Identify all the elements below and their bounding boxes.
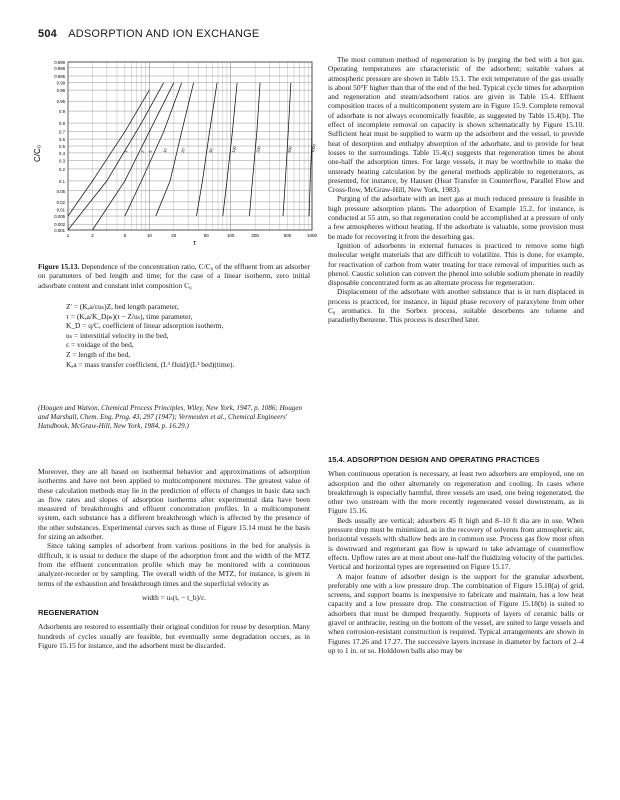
y-tick-labels — [54, 60, 65, 233]
y-tick-label: 0.95 — [56, 99, 65, 105]
x-tick-label: 10 — [146, 233, 152, 238]
curve-label: 1000 — [310, 143, 317, 154]
y-tick-label: 0.4 — [59, 150, 65, 156]
y-tick-label: 0.999 — [54, 60, 65, 65]
chart-curves — [68, 83, 312, 230]
paragraph: Moreover, they are all based on isothermal behavior and approximations of adsorption isotherms and have not been applied to multicomponent mixtures. The greatest value of these calculation methods may lie in the prediction of effects of changes in basic data such as flow rates and slopes of adsorption isotherms after experimental data have been measured of breakthroughs and effluent concentration profiles. In a multicomponent system, each substance has a different breakthrough which is affected by the presence of the other substances. Experimental curves such as those of Figure 15.14 must be the basis for sizing an adsorber. — [38, 467, 310, 542]
y-tick-label: 0.7 — [59, 129, 65, 135]
y-tick-label: 0.9 — [59, 109, 65, 115]
y-tick-label: 0.01 — [56, 207, 65, 213]
x-tick-label: 20 — [171, 233, 177, 238]
curve-label: 20 — [180, 148, 186, 154]
paragraph: Since taking samples of adsorbent from various positions in the bed for analysis is difficult, it is usual to deduce the shape of the adsorption front and the width of the MTZ from the effluent concentration profile which may be monitored with a continuous analyzer-recorder or by sampling. The overall width of the MTZ, for instance, is given in terms of the exhaustion and breakthrough times and the superficial velocity as — [38, 541, 310, 588]
y-tick-label: 0.1 — [59, 178, 65, 184]
breakthrough-curve — [309, 111, 312, 216]
x-tick-label: 1000 — [306, 233, 318, 238]
paragraph: A major feature of adsorber design is the support for the granular adsorbent, preferably one with a low pressure drop. The combination of Figure 15.18(a) of grid, screens, and support beams is inexpensive to fabricate and maintain, has a low heat capacity and a low pressure drop. The construction of Figure 15.18(b) is suited to adsorbers that must be dumped frequently. Supports of layers of ceramic balls or gravel or anthracite, resting on the bottom of the vessel, are suited to large vessels and when corrosion-resistant construction is required. Typical arrangements are shown in Figures 17.26 and 17.27. The successive layers increase in diameter by factors of 2–4 up to 1 in. or so. Holddown balls also may be — [328, 571, 584, 655]
breakthrough-curve — [92, 83, 173, 230]
curve-label: 2 — [140, 150, 146, 154]
section-heading-regeneration: REGENERATION — [38, 608, 99, 618]
y-tick-label: 0.2 — [59, 166, 65, 172]
curve-label: 10 — [162, 148, 168, 154]
x-tick-label: 500 — [283, 233, 292, 238]
right-column-bottom — [328, 455, 584, 655]
running-title: ADSORPTION AND ION EXCHANGE — [68, 28, 260, 40]
definition-line: uₛ = interstitial velocity in the bed, — [66, 330, 169, 340]
curve-labels — [124, 144, 317, 153]
curve-label: 500 — [287, 145, 293, 154]
y-tick-label: 0.3 — [59, 158, 65, 164]
curve-label: 5 — [148, 150, 153, 154]
definition-line: ε = voidage of the bed, — [66, 340, 134, 350]
x-tick-label: 50 — [203, 233, 209, 238]
x-tick-label: 200 — [251, 233, 259, 238]
definition-line: Kₐa = mass transfer coefficient, (L³ fluid)/(L³ bed)(time). — [66, 359, 235, 369]
chart-grid — [68, 62, 312, 230]
running-header — [38, 28, 259, 40]
definition-line: Z' = (Kₐa/εuₛ)Z, bed length parameter, — [66, 302, 179, 311]
y-tick-label: 0.5 — [59, 144, 65, 149]
breakthrough-curve — [196, 83, 217, 216]
paragraph: Purging of the adsorbate with an inert gas at much reduced pressure is feasible in high pressure adsorption plants. The adsorption of Example 15.2, for instance, is conducted at 55 atm, so that regeneration could be accomplished at a pressure of only a few atmospheres without heating. If the adsorbate is valuable, some provision must be made for recovering it from the desorbing gas. — [328, 194, 584, 241]
curve-label: 1 — [123, 150, 129, 154]
variable-definitions — [66, 302, 316, 369]
y-tick-label: 0.995 — [54, 73, 65, 79]
x-tick-label: 1 — [66, 233, 70, 238]
mtz-width-equation: width = uₛ(tₑ − t_b)/ε. — [141, 592, 207, 602]
y-tick-label: 0.98 — [56, 88, 65, 94]
x-tick-label: 100 — [226, 233, 235, 238]
breakthrough-curve — [68, 90, 149, 216]
y-tick-label: 0.8 — [59, 121, 65, 127]
left-column-body — [38, 467, 310, 650]
curve-label: 200 — [256, 145, 262, 154]
definition-line: K_D = q/C, coefficient of linear adsorption isotherm, — [66, 321, 224, 331]
right-column-top — [328, 55, 584, 325]
y-axis-label: C/C₀ — [33, 144, 42, 162]
definition-line: Z = length of the bed, — [66, 349, 131, 359]
section-heading-adsorption-design: 15.4. ADSORPTION DESIGN AND OPERATING PRACTICES — [328, 455, 540, 464]
caption-label: Figure 15.13. — [38, 262, 80, 271]
paragraph: Beds usually are vertical; adsorbers 45 ft high and 8–10 ft dia are in use. When pressure drop must be minimized, as in the recovery of solvents from atmospheric air, horizontal vessels with shallow beds are in common use. Process gas flow most often is downward and regenerant gas flow is upward to take advantage of counterflow effects. Upflow rates are at most about one-half the fluidizing velocity of the particles. Vertical and horizontal types are represented on Figure 15.17. — [328, 515, 584, 572]
curve-label: 100 — [231, 145, 238, 154]
x-tick-label: 2 — [91, 233, 94, 238]
paragraph: The most common method of regeneration is by purging the bed with a hot gas. Operating temperatures are characteristic of the adsorbent; suitable values at atmospheric pressure are shown in Table 15.1. The exit temperature of the gas usually is about 50°F higher than that of the end of the bed. Typical cycle times for adsorption and regeneration and steam/adsorbent ratios are given in Table 15.4. Effluent composition traces of a multicomponent system are in Figure 15.9. Complete removal of adsorbate is not always economically feasible, as suggested by Table 15.4(b). The effect of incomplete removal on capacity is shown schematically by Figure 15.10. Sufficient heat must be supplied to warm up the adsorbent and the vessel, to provide heat of desorption and enthalpy absorption of the adsorbate, and to provide for heat losses to the surroundings. Table 15.4(c) suggests that regeneration times be about one-half the adsorption times. For large vessels, it may be worthwhile to make the unsteady heating calculation by the general methods applicable to regenerators, as presented, for instance, by Hausen (Heat Transfer in Counterflow, Parallel Flow and Cross-flow, McGraw-Hill, New York, 1983). — [328, 55, 584, 195]
paragraph: Ignition of adsorbents in external furnaces is practiced to remove some high molecular weight materials that are difficult to volatilize. This is done, for example, for reactivation of carbon from water treating for trace removal of impurities such as phenol. Caustic solution can convert the phenol into soluble sodium phenate in readily disposable concentrated form as an alternate process for regeneration. — [328, 240, 584, 288]
x-tick-label: 5 — [123, 233, 127, 238]
paragraph: Displacement of the adsorbate with another substance that is in turn displaced in process is practiced, for instance, in liquid phase recovery of paraxylene from other C₈ aromatics. In the Sorbex process, suitable desorbents are toluene and paradiethylbenzene. This process is described later. — [328, 287, 584, 325]
caption-text: Dependence of the concentration ratio, C/C₀ of the effluent from an adsorber on parameters of bed length and time; for the case of a linear isotherm, zero initial adsorbate content and constant inlet composition C₀ — [38, 262, 311, 290]
paragraph: Adsorbents are restored to essentially their original condition for reuse by desorption. Many hundreds of cycles usually are feasible, but eventually some degradation occurs, as in Figure 15.15 for instance, and the adsorbent must be discarded. — [38, 622, 310, 651]
breakthrough-curve — [125, 83, 182, 216]
y-tick-label: 0.99 — [56, 80, 65, 86]
y-tick-label: 0.05 — [56, 188, 65, 194]
breakthrough-chart — [30, 52, 320, 247]
y-tick-label: 0.998 — [54, 65, 65, 71]
paragraph: When continuous operation is necessary, at least two adsorbers are employed, one on adsorption and the other alternately on regeneration and cooling. In cases where breakthrough is especially harmful, three vessels are used, one being regenerated, the other two onstream with the more recently regenerated vessel downstream, as in Figure 15.16. — [328, 469, 584, 516]
curve-label: 50 — [208, 148, 214, 154]
figure-caption — [38, 262, 310, 290]
y-tick-label: 0.02 — [56, 199, 65, 205]
x-axis-label: τ — [193, 238, 197, 247]
figure-citation: (Hougen and Watson, Chemical Process Principles, Wiley, New York, 1947, p. 1086; Hougen and Marshall, Chem. Eng. Prog. 43, 297 (1947); Vermeulen et al., Chemical Engineers' Handbook, McGraw-Hill, New York, 1984, p. 16.29.) — [38, 404, 303, 430]
y-tick-label: 0.001 — [54, 228, 65, 233]
definition-line: τ = (Kₐa/K_Dρₛ)(t − Z/uₛ), time parameter, — [66, 311, 193, 321]
page-number: 504 — [38, 28, 57, 40]
y-tick-label: 0.005 — [54, 214, 65, 220]
y-tick-label: 0.6 — [59, 137, 65, 143]
y-tick-label: 0.002 — [54, 222, 65, 228]
